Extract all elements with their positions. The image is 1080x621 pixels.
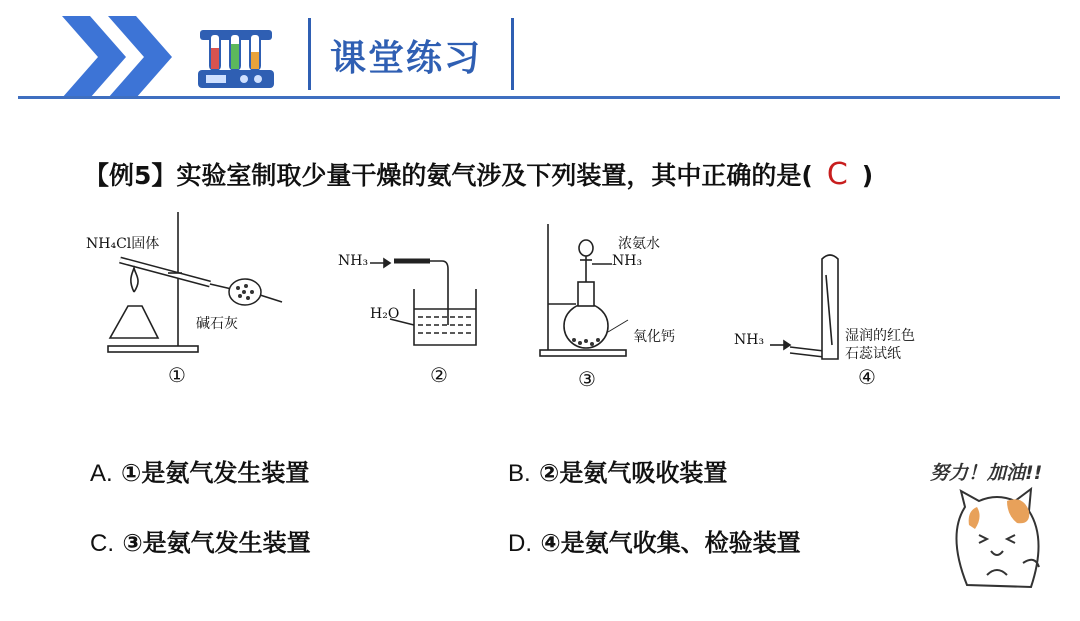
- fig1-drying-label: 碱石灰: [196, 316, 238, 332]
- header-divider: [18, 96, 1060, 99]
- fig1-reagent-label: NH₄Cl固体: [86, 236, 160, 252]
- fig3-solid-label: 氧化钙: [633, 329, 675, 345]
- fig4-paper-label-1: 湿润的红色: [845, 328, 915, 344]
- slide-header: [0, 0, 1080, 110]
- apparatus-figures: [0, 200, 1080, 400]
- fig1-number: ①: [168, 363, 186, 387]
- fig2-liquid-label: H₂O: [370, 306, 400, 322]
- option-a[interactable]: [90, 453, 309, 488]
- cat-mascot-icon: [927, 455, 1067, 610]
- question-prefix: 【例5】: [84, 161, 177, 190]
- figure-2-apparatus: [360, 245, 490, 355]
- lab-test-tube-icon: [196, 22, 276, 92]
- option-d[interactable]: [508, 523, 801, 558]
- option-a-text: ①是氨气发生装置: [121, 459, 310, 487]
- option-b[interactable]: [508, 453, 727, 488]
- fig4-paper-label-2: 石蕊试纸: [845, 346, 901, 362]
- cheer-text: 努力！加油!!: [930, 462, 1043, 484]
- answer-mark: C: [826, 157, 848, 192]
- option-b-text: ②是氨气吸收装置: [539, 459, 728, 487]
- chevron-right-icon: [62, 16, 182, 98]
- question-text: 实验室制取少量干燥的氨气涉及下列装置，其中正确的是(: [176, 161, 813, 190]
- fig3-top-label: 浓氨水: [618, 236, 660, 252]
- question-suffix: ): [861, 161, 874, 190]
- fig4-number: ④: [858, 365, 876, 389]
- fig3-gas-label: NH₃: [612, 253, 643, 269]
- fig4-gas-label: NH₃: [734, 332, 765, 348]
- option-d-letter: D.: [508, 530, 532, 557]
- option-c-text: ③是氨气发生装置: [122, 529, 311, 557]
- fig2-gas-label: NH₃: [338, 253, 369, 269]
- option-a-letter: A.: [90, 460, 113, 487]
- fig2-number: ②: [430, 363, 448, 387]
- option-b-letter: B.: [508, 460, 531, 487]
- option-c-letter: C.: [90, 530, 114, 557]
- option-d-text: ④是氨气收集、检验装置: [540, 529, 801, 557]
- question-stem: [84, 156, 873, 192]
- option-c[interactable]: [90, 523, 311, 558]
- page-title: 课堂练习: [330, 38, 483, 79]
- fig3-number: ③: [578, 367, 596, 391]
